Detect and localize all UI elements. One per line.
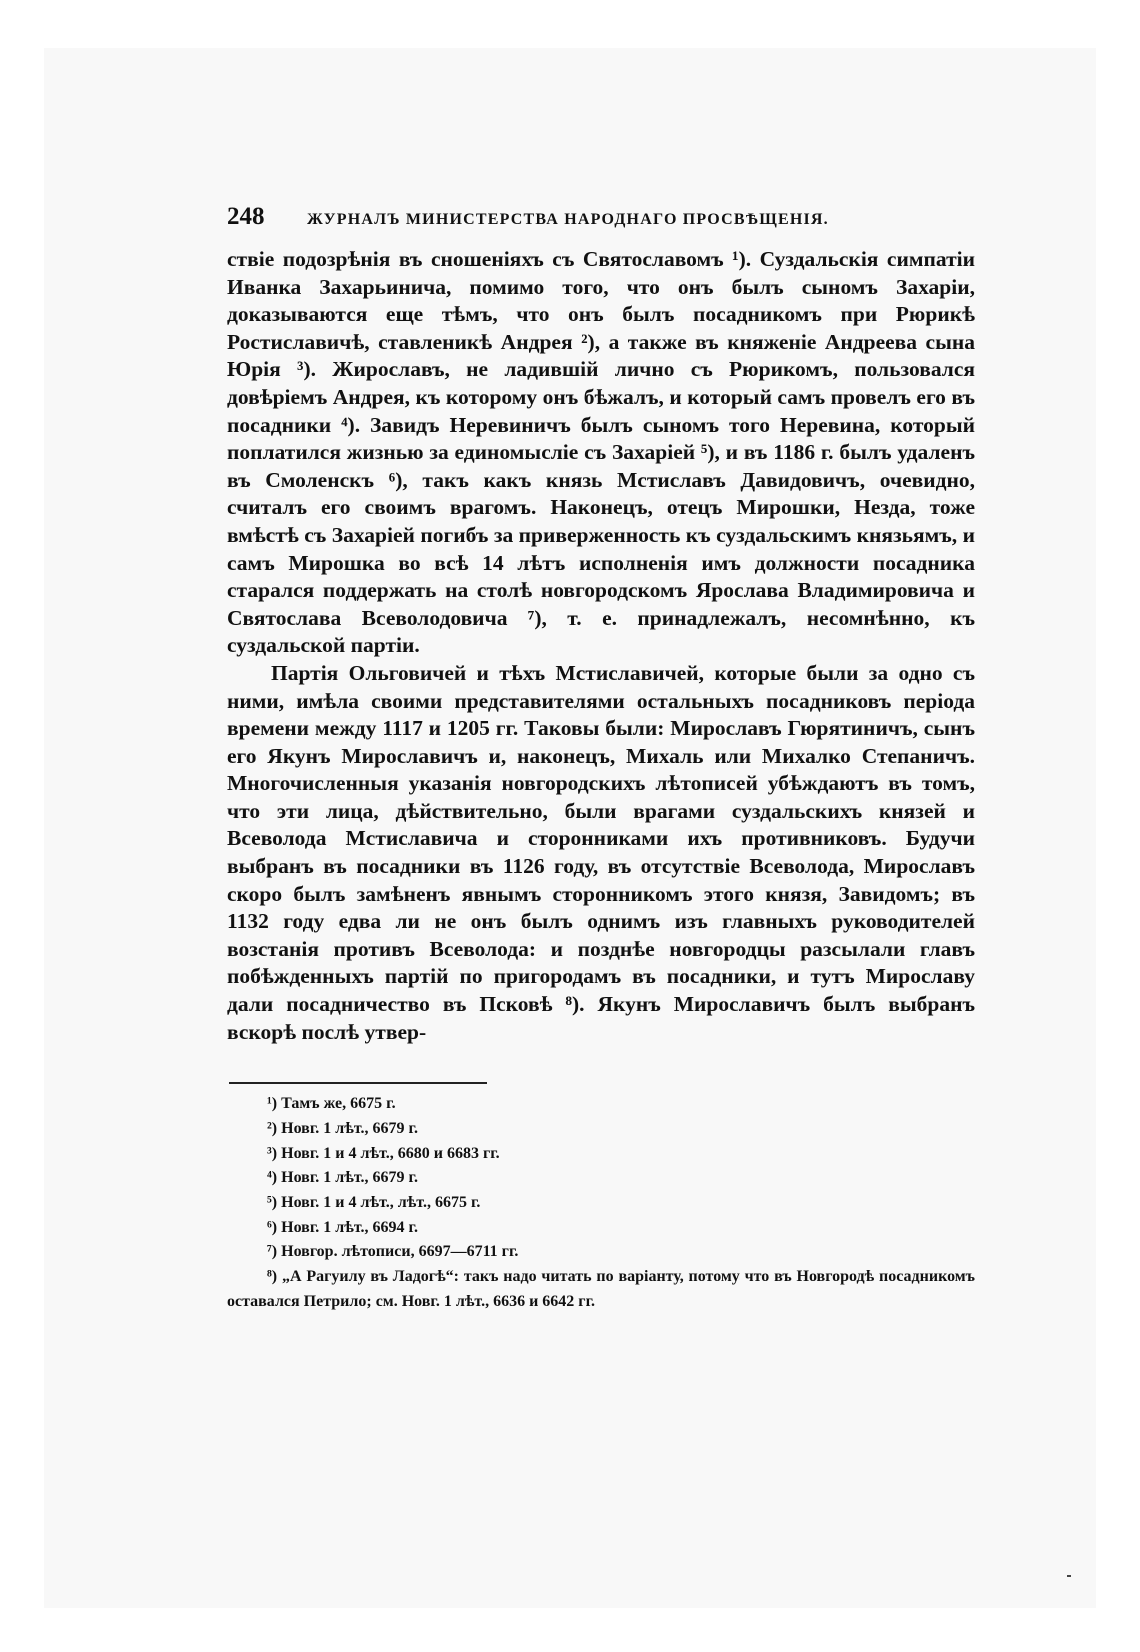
document-page (227, 203, 975, 1315)
footnote-6: ⁶) Новг. 1 лѣт., 6694 г. (267, 1218, 418, 1236)
body-paragraph-2: Партія Ольговичей и тѣхъ Мстиславичей, которые были за одно съ ними, имѣла своими представителями остальныхъ посадниковъ періода времени между 1117 и 1205 гг. Таковы были: Мирославъ Гюрятиничъ, сынъ его Якунъ Мирославичъ и, наконецъ, Михаль или Михалко Степаничъ. Многочисленныя указанія новгородскихъ лѣтописей убѣждаютъ въ томъ, что эти лица, дѣйствительно, были врагами суздальскихъ князей и Всеволода Мстиславича и сторонниками ихъ противниковъ. Будучи выбранъ въ посадники въ 1126 году, въ отсутствіе Всеволода, Мирославъ скоро былъ замѣненъ явнымъ сторонникомъ этого князя, Завидомъ; въ 1132 году едва ли не онъ былъ однимъ изъ главныхъ руководителей возстанія противъ Всеволода: и позднѣе новгородцы разсылали главъ побѣжденныхъ партій по пригородамъ въ посадники, и тутъ Мирославу дали посадничество въ Псковѣ ⁸). Якунъ Мирославичъ былъ выбранъ вскорѣ послѣ утвер- (227, 660, 975, 1044)
footnote-2: ²) Новг. 1 лѣт., 6679 г. (267, 1119, 418, 1137)
footnote-divider (229, 1082, 487, 1084)
footnote-3: ³) Новг. 1 и 4 лѣт., 6680 и 6683 гг. (267, 1144, 500, 1162)
journal-title: ЖУРНАЛЪ МИНИСТЕРСТВА НАРОДНАГО ПРОСВѢЩЕНІЯ. (307, 211, 829, 228)
footnote-7: ⁷) Новгор. лѣтописи, 6697—6711 гг. (267, 1243, 519, 1261)
running-header (227, 203, 975, 243)
footnotes (227, 1092, 975, 1314)
footnote-5: ⁵) Новг. 1 и 4 лѣт., лѣт., 6675 г. (267, 1194, 481, 1212)
page-number: 248 (227, 203, 265, 230)
body-text (227, 246, 975, 1046)
body-paragraph-1: ствіе подозрѣнія въ сношеніяхъ съ Святославомъ ¹). Суздальскія симпатіи Иванка Захарьинича, помимо того, что онъ былъ сыномъ Захаріи, доказываются еще тѣмъ, что онъ былъ посадникомъ при Рюрикѣ Ростиславичѣ, ставленикѣ Андрея ²), а также въ княженіе Андреева сына Юрія ³). Жирославъ, не ладившій лично съ Рюрикомъ, пользовался довѣріемъ Андрея, къ которому онъ бѣжалъ, и который самъ провелъ его въ посадники ⁴). Завидъ Неревиничъ былъ сыномъ того Неревина, который поплатился жизнью за единомысліе съ Захаріей ⁵), и въ 1186 г. былъ удаленъ въ Смоленскъ ⁶), такъ какъ князь Мстиславъ Давидовичъ, очевидно, считалъ его своимъ врагомъ. Наконецъ, отецъ Мирошки, Незда, тоже вмѣстѣ съ Захаріей погибъ за приверженность къ суздальскимъ князьямъ, и самъ Мирошка во всѣ 14 лѣтъ исполненія имъ должности посадника старался поддержать на столѣ новгородскомъ Ярослава Владимировича и Святослава Всеволодовича ⁷), т. е. принадлежалъ, несомнѣнно, къ суздальской партіи. (227, 247, 975, 658)
footnote-1: ¹) Тамъ же, 6675 г. (267, 1095, 396, 1113)
footnote-4: ⁴) Новг. 1 лѣт., 6679 г. (267, 1169, 418, 1187)
footnote-8: ⁸) „А Рагуилу въ Ладогѣ“: такъ надо читать по варіанту, потому что въ Новгородѣ посадникомъ оставался Петрило; см. Новг. 1 лѣт., 6636 и 6642 гг. (227, 1268, 975, 1310)
scan-speck (1067, 1575, 1071, 1577)
